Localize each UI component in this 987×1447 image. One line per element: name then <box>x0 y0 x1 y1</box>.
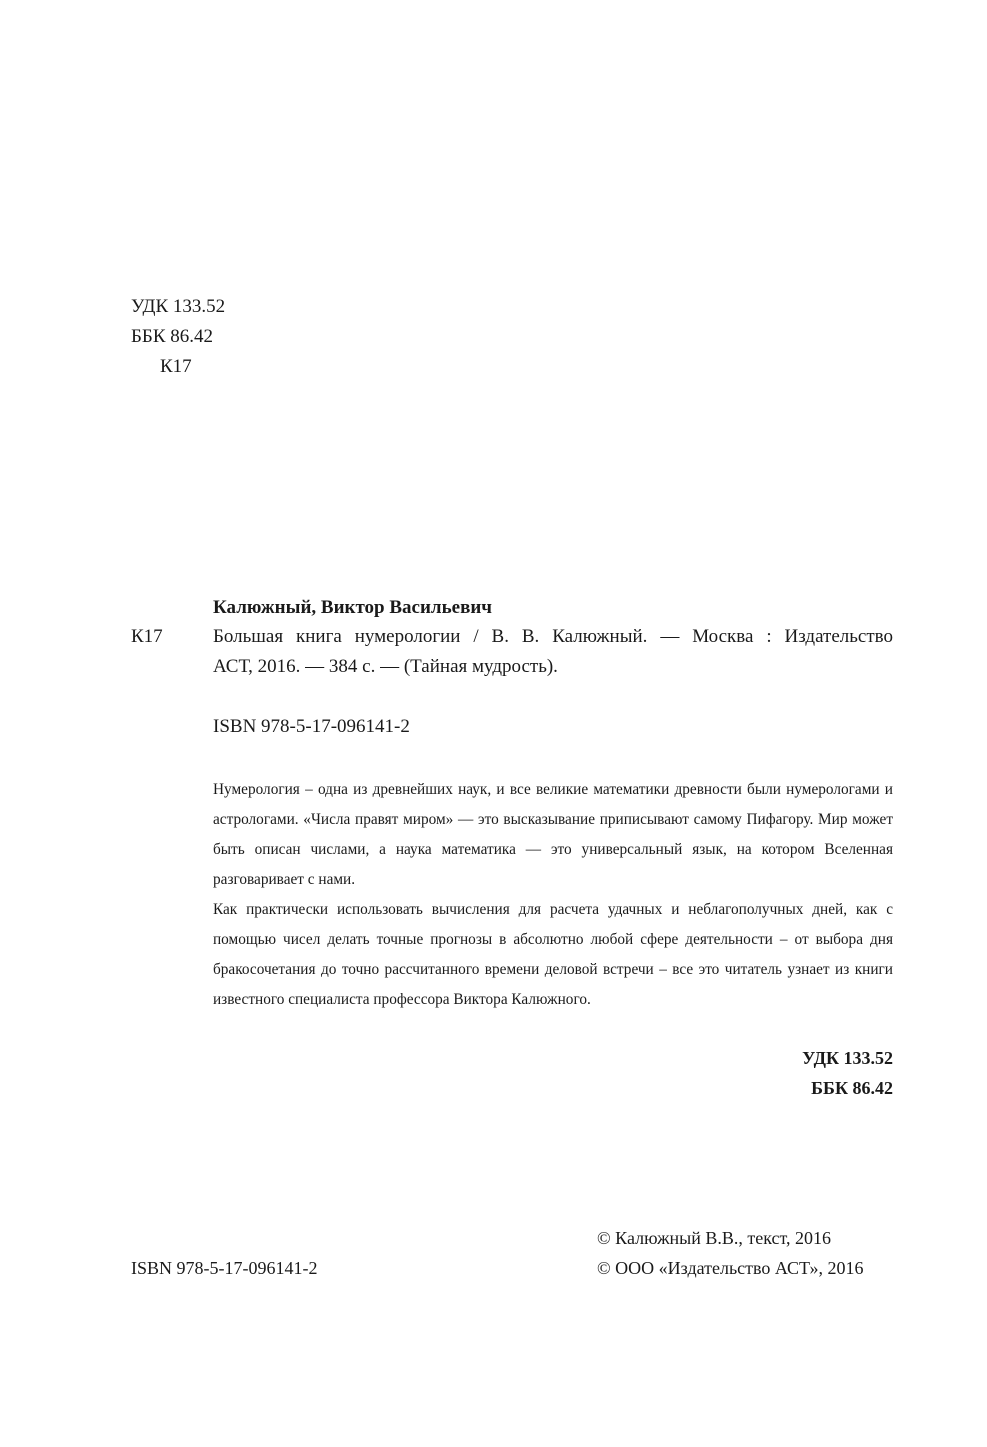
bbk-code-top: ББК 86.42 <box>131 326 213 347</box>
copyright-author: © Калюжный В.В., текст, 2016 <box>597 1228 832 1248</box>
bbk-code-bottom: ББК 86.42 <box>811 1078 893 1098</box>
annotation-paragraph: Как практически использовать вычисления для расчета удачных и неблагополучных дней, как с помощью чисел делать точные прогнозы в абсолютно любой сфере деятельности – от выбора дня бракосочетания до точно рассчитанного времени деловой встречи – все это читатель узнает из книги известного специалиста профессора Виктора Калюжного. <box>213 901 893 1008</box>
footer-isbn: ISBN 978-5-17-096141-2 <box>131 1258 318 1278</box>
record-author-mark: К17 <box>131 626 163 647</box>
annotation <box>213 775 893 1015</box>
annotation-paragraph: Нумерология – одна из древнейших наук, и все великие математики древности были нумерологами и астрологами. «Числа правят миром» — это высказывание приписывают самому Пифагору. Мир может быть описан числами, а наука математика — это универсальный язык, на котором Вселенная разговаривает с нами. <box>213 781 893 888</box>
record-isbn: ISBN 978-5-17-096141-2 <box>213 716 410 737</box>
author-mark-top: К17 <box>160 356 192 377</box>
record-line-2: АСТ, 2016. — 384 с. — (Тайная мудрость). <box>213 656 558 677</box>
copyright-publisher: © ООО «Издательство АСТ», 2016 <box>597 1258 864 1278</box>
udk-code-bottom: УДК 133.52 <box>802 1048 893 1068</box>
record-line-1: Большая книга нумерологии / В. В. Калюжный. — Москва : Издательство <box>213 626 893 647</box>
udk-code-top: УДК 133.52 <box>131 296 226 317</box>
author-heading: Калюжный, Виктор Васильевич <box>213 597 492 618</box>
